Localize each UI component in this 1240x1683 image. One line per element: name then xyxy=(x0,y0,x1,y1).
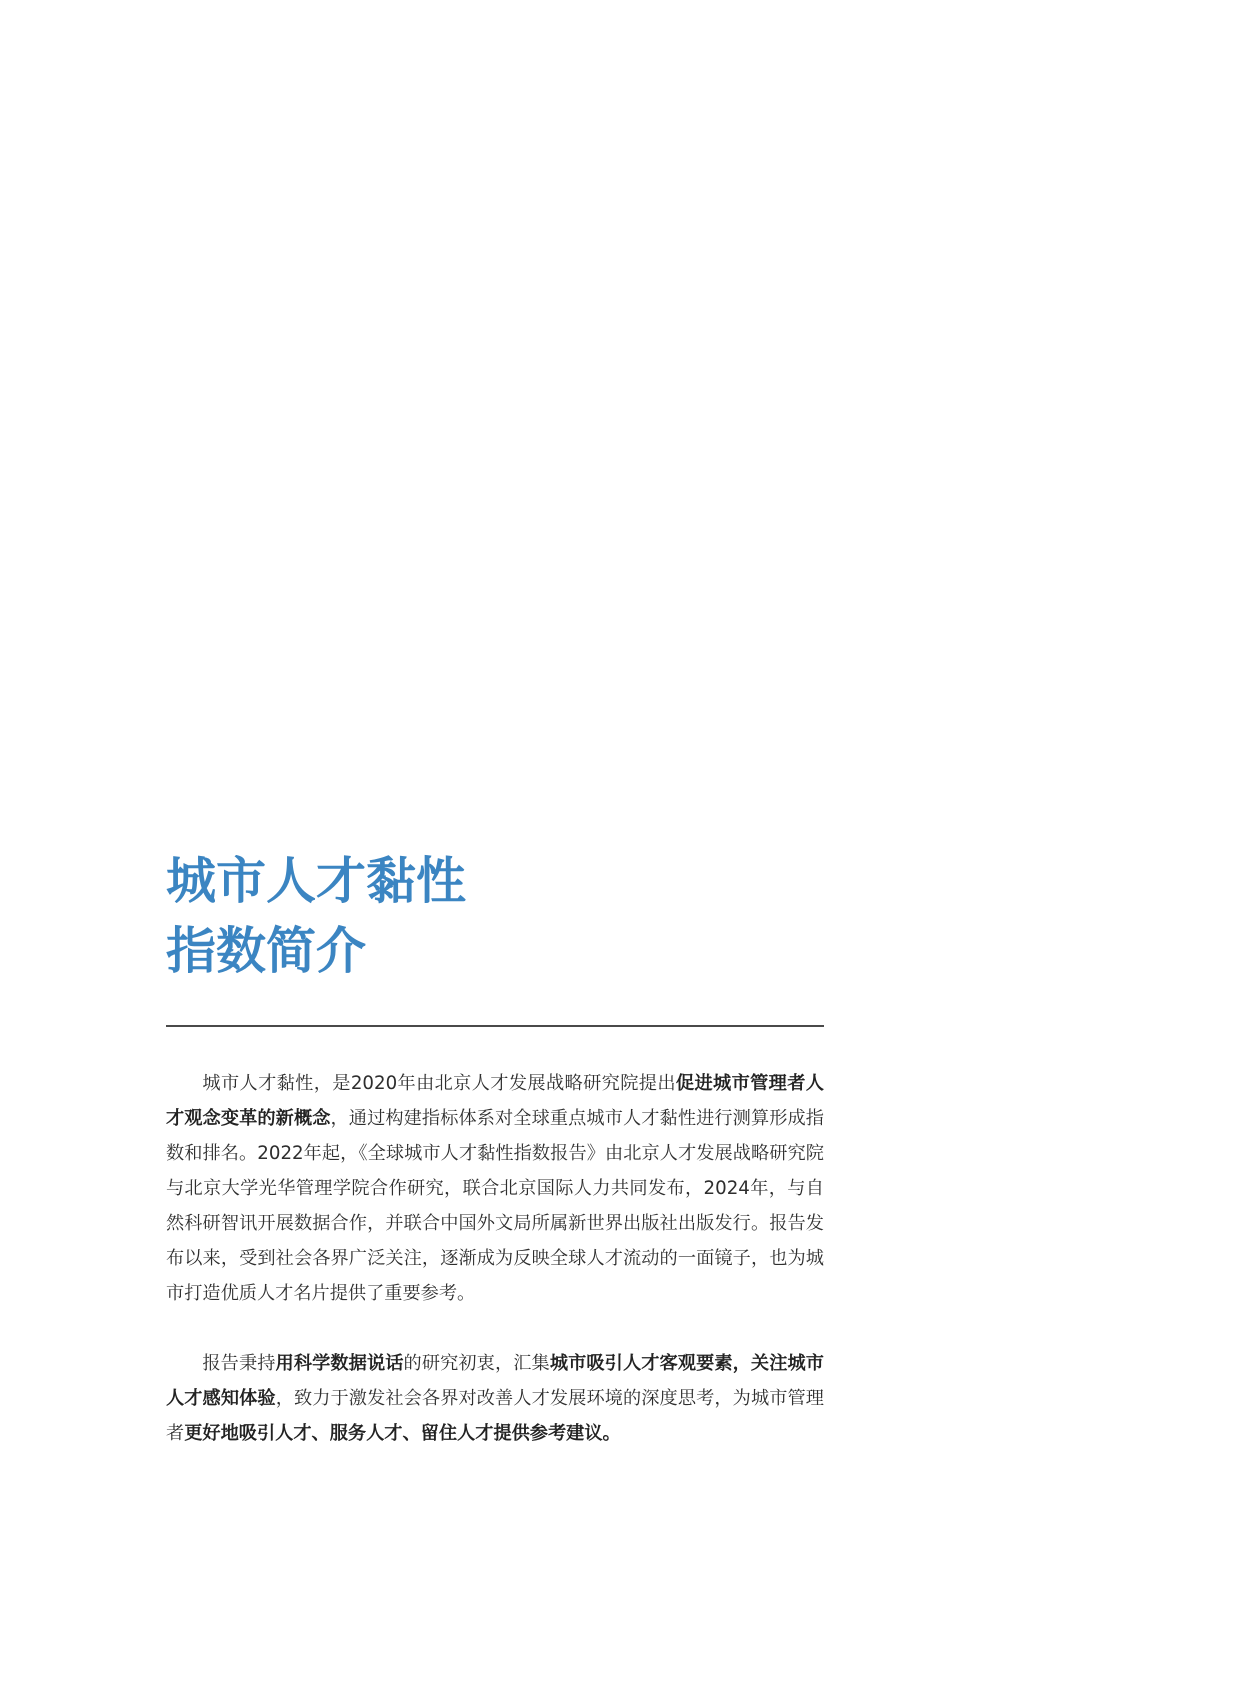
section-title-line-2: 指数简介 xyxy=(166,922,366,980)
text-run: ，通过构建指标体系对全球重点城市人才黏性进行测算形成指数和排名。2022年起，《全球城市人才黏性指数报告》由北京人才发展战略研究院与北京大学光华管理学院合作研究，联合北京国际人力共同发布，2024年，与自然科研智讯开展数据合作，并联合中国外文局所属新世界出版社出版发行。报告发布以来，受到社会各界广泛关注，逐渐成为反映全球人才流动的一面镜子，也为城市打造优质人才名片提供了重要参考。 xyxy=(166,1108,824,1304)
intro-paragraph-2 xyxy=(166,1346,824,1451)
text-run: ，致力于激发社会各界对改善人才发展环境的深度思考，为城市管理者 xyxy=(166,1388,824,1444)
intro-paragraph-1 xyxy=(166,1066,824,1311)
bold-text-run: 城市吸引人才客观要素，关注城市人才感知体验 xyxy=(166,1353,824,1409)
bold-text-run: 促进城市管理者人才观念变革的新概念 xyxy=(166,1073,824,1129)
body-text xyxy=(166,1066,824,1486)
bold-text-run: 用科学数据说话 xyxy=(275,1353,404,1374)
bold-text-run: 更好地吸引人才、服务人才、留住人才提供参考建议。 xyxy=(184,1423,621,1444)
section-title xyxy=(166,846,466,986)
section-title-line-1: 城市人才黏性 xyxy=(166,852,466,910)
text-run: 的研究初衷，汇集 xyxy=(403,1353,550,1374)
text-run: 报告秉持 xyxy=(202,1353,276,1374)
title-divider xyxy=(166,1025,824,1027)
text-run: 城市人才黏性，是2020年由北京人才发展战略研究院提出 xyxy=(202,1073,676,1094)
